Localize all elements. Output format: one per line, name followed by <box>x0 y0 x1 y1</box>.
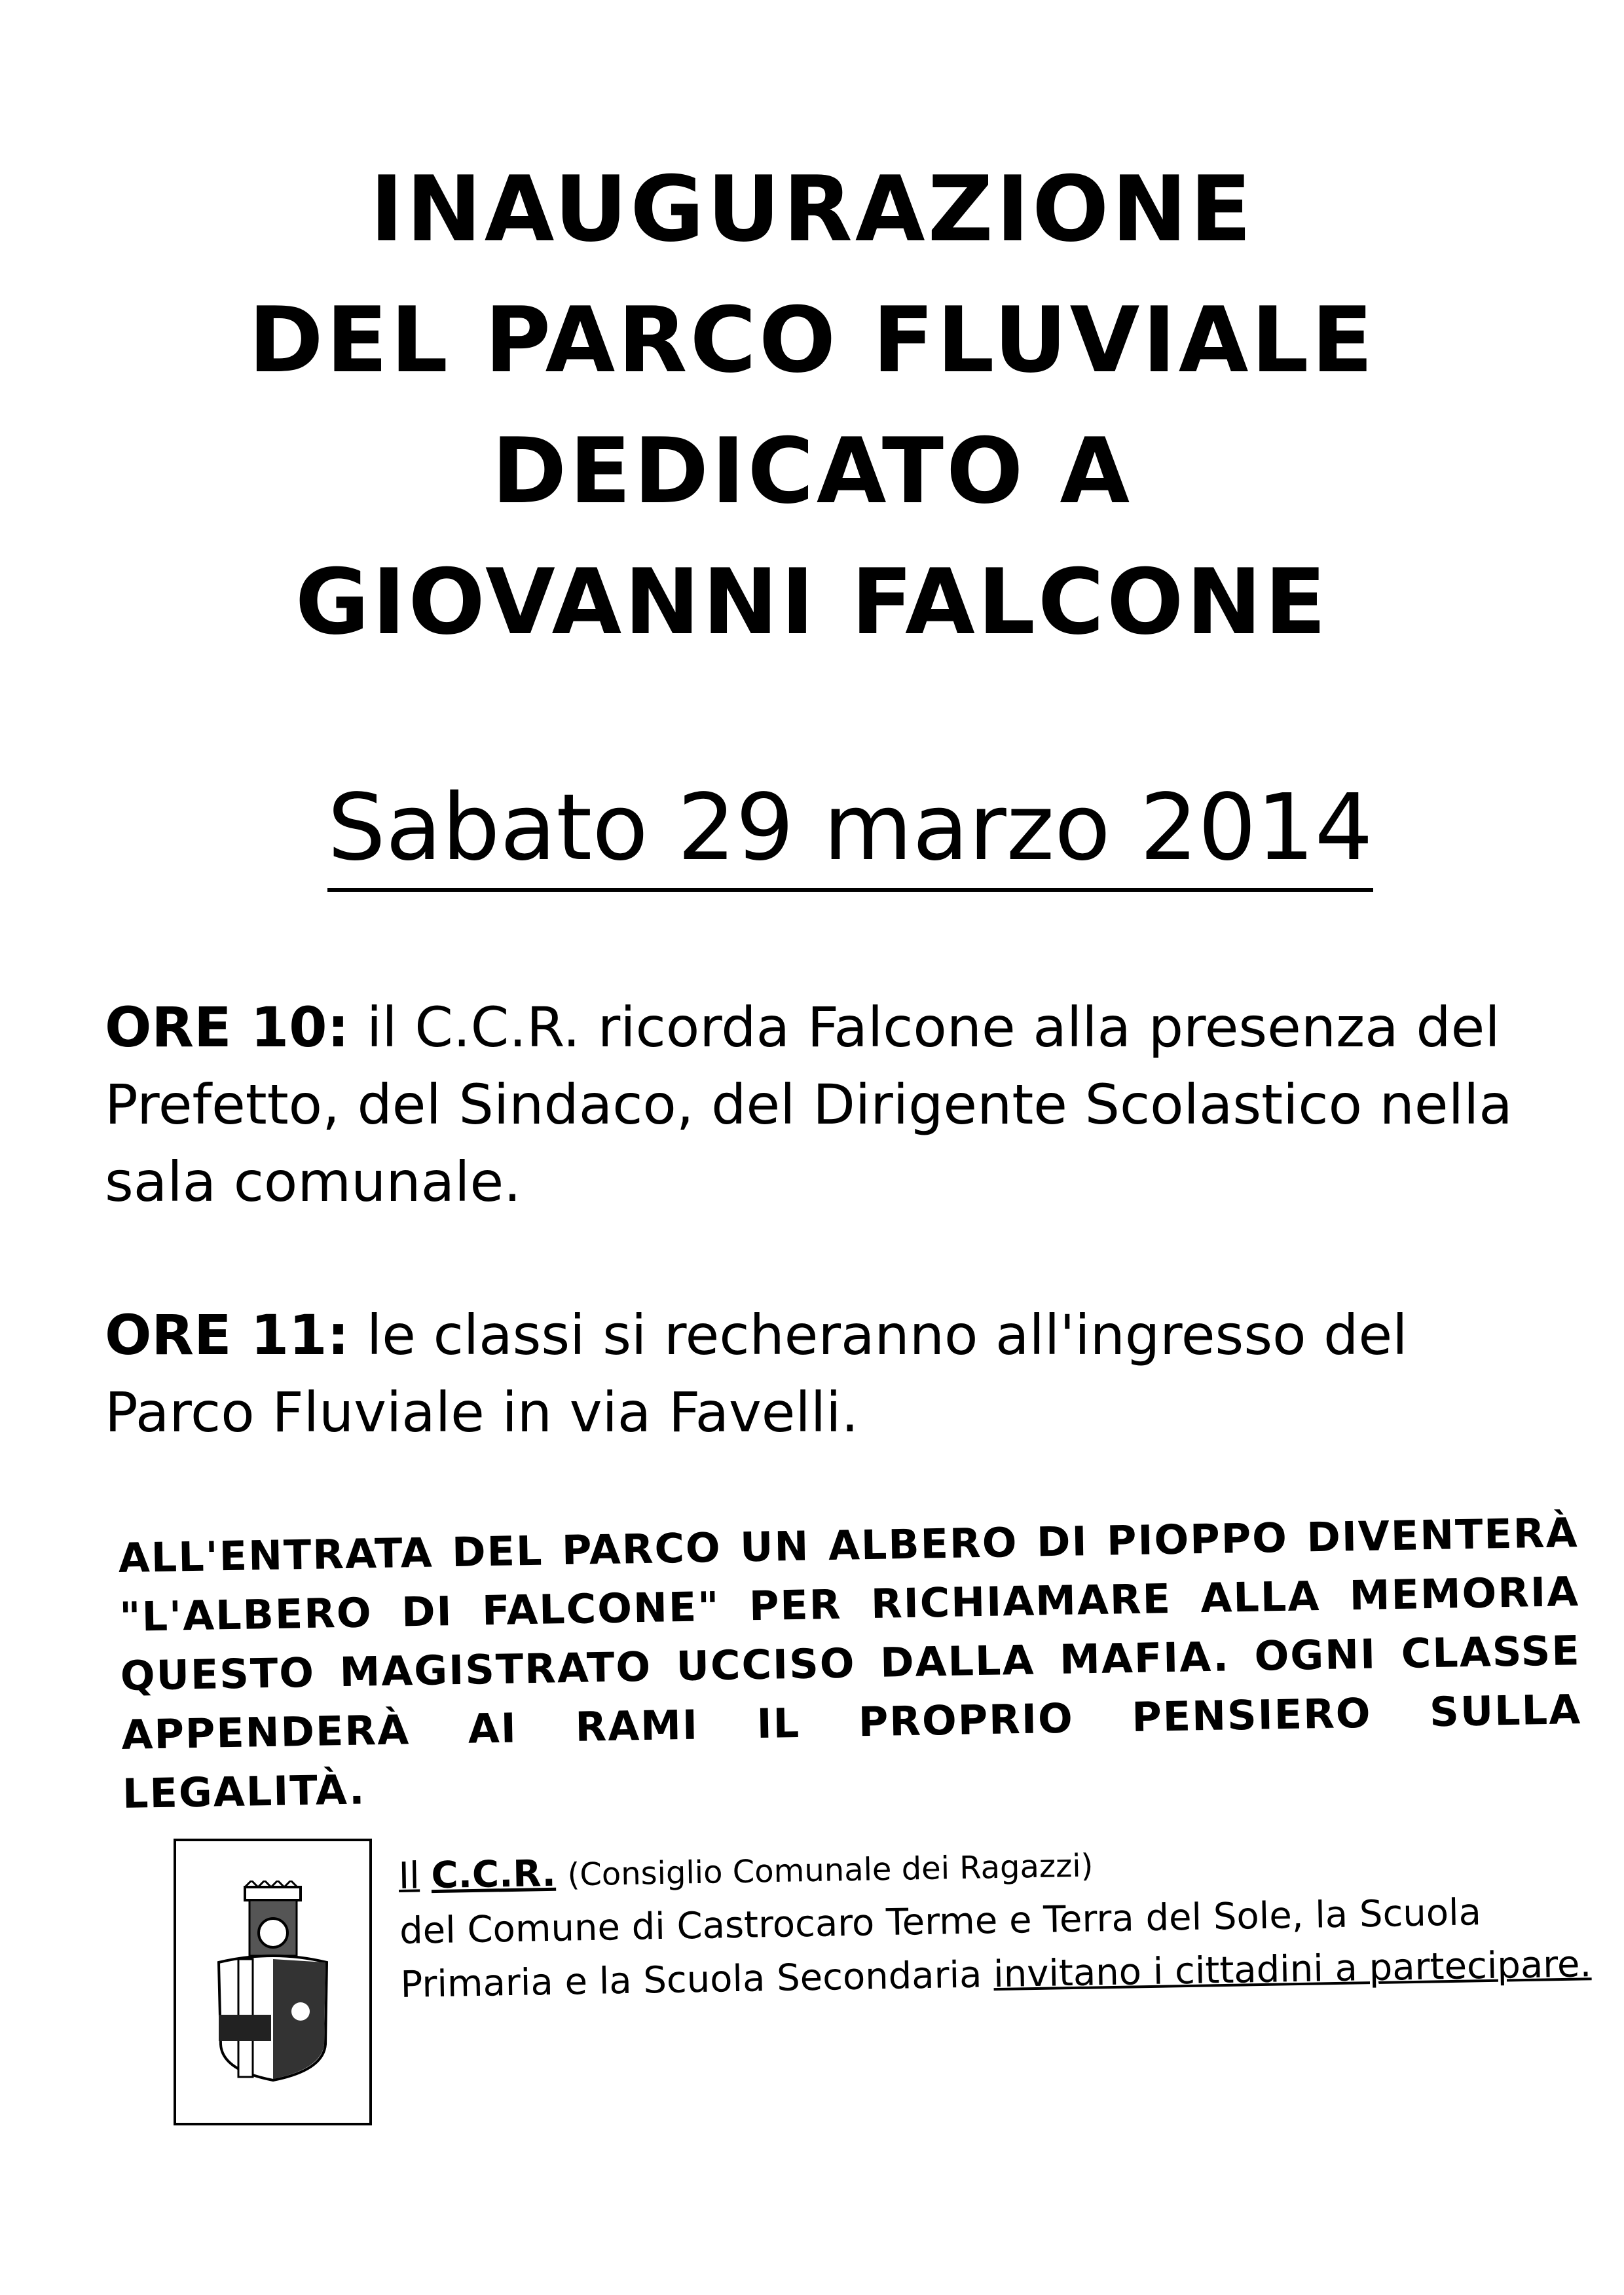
title-line-2: DEL PARCO FLUVIALE <box>248 287 1376 393</box>
crest-frame <box>174 1839 372 2125</box>
title-line-3: DEDICATO A <box>491 418 1133 524</box>
title-line-1: INAUGURAZIONE <box>369 156 1255 262</box>
title-line-4: GIOVANNI FALCONE <box>295 549 1329 655</box>
invitation-prefix: Il <box>398 1854 420 1898</box>
ccr-label: C.C.R. <box>431 1852 557 1898</box>
municipal-coat-of-arms-icon <box>209 1881 337 2084</box>
program-item-1 <box>105 989 1545 1221</box>
program-time: ORE 11: <box>105 1303 350 1367</box>
invitation-call: invitano i cittadini a partecipare. <box>993 1943 1592 1996</box>
event-date: Sabato 29 marzo 2014 <box>327 773 1373 892</box>
program-item-2 <box>105 1296 1545 1451</box>
poster-title <box>0 144 1624 668</box>
program-text: le classi si recheranno all'ingresso del Parco Fluviale in via Favelli. <box>105 1303 1408 1444</box>
ccr-expansion: (Consiglio Comunale dei Ragazzi) <box>567 1847 1094 1894</box>
invitation-body: del Comune di Castrocaro Terme e Terra del Sole, la Scuola Primaria e la Scuola Secondaria <box>399 1891 1482 2006</box>
notice-paragraph: ALL'ENTRATA DEL PARCO UN ALBERO DI PIOPPO DIVENTERÀ "L'ALBERO DI FALCONE" PER RICHIAMARE ALLA MEMORIA QUESTO MAGISTRATO UCCISO DALLA MAFIA. OGNI CLASSE APPENDERÀ AI RAMI IL PROPRIO PENSIERO SULLA LEGALITÀ. <box>118 1509 1582 1818</box>
invitation-text <box>398 1829 1599 2012</box>
program-text: il C.C.R. ricorda Falcone alla presenza del Prefetto, del Sindaco, del Dirigente Scolastico nella sala comunale. <box>105 995 1513 1214</box>
program-time: ORE 10: <box>105 995 350 1059</box>
